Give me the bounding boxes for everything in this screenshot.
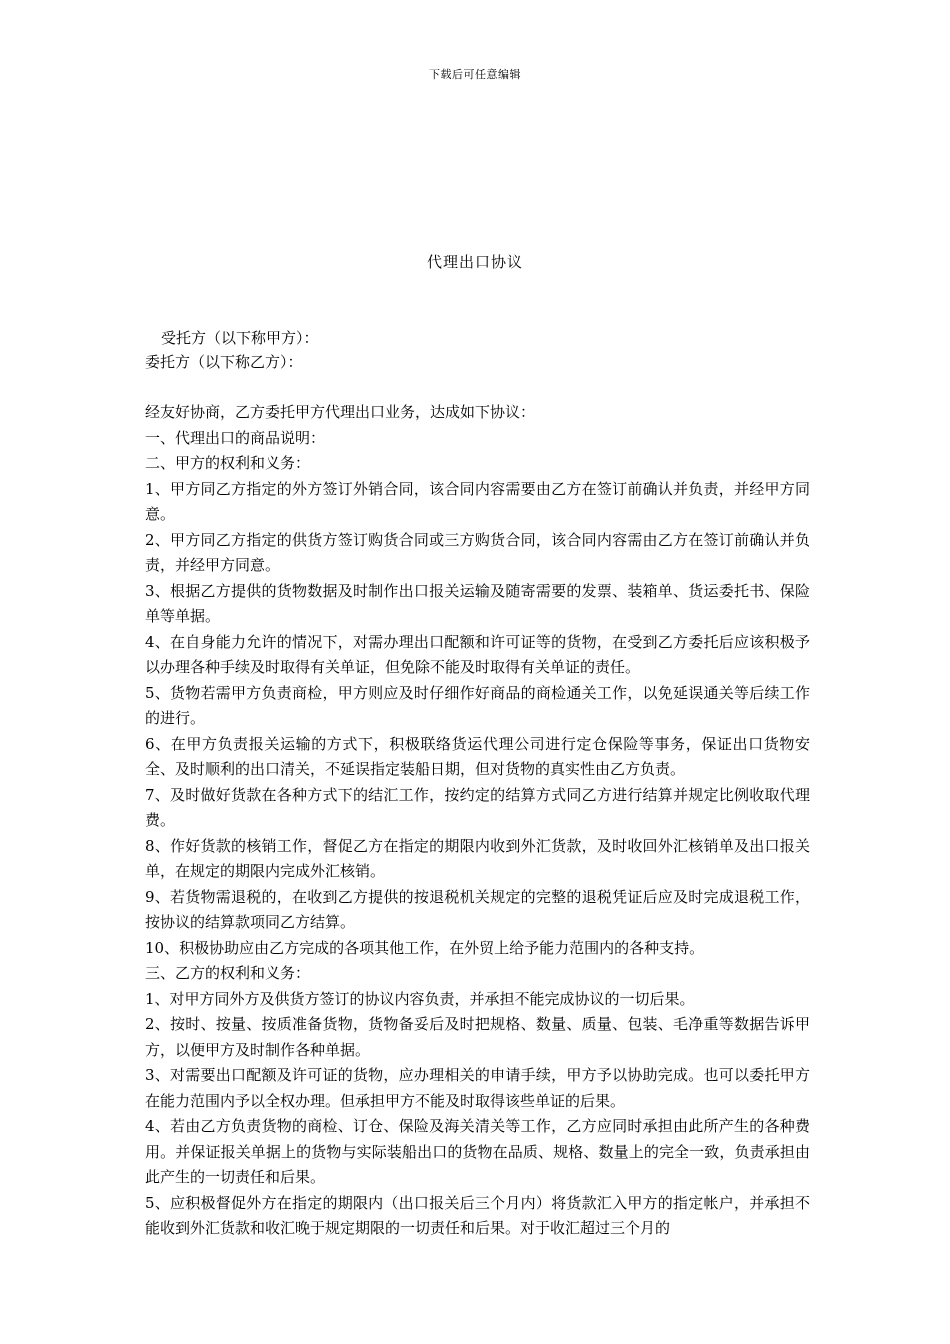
agreement-body — [145, 400, 810, 1242]
party-a-clause-8: 8、作好货款的核销工作，督促乙方在指定的期限内收到外汇货款，及时收回外汇核销单及出口报关单，在规定的期限内完成外汇核销。 — [145, 836, 810, 880]
party-b-clause-3: 3、对需要出口配额及许可证的货物，应办理相关的申请手续，甲方予以协助完成。也可以委托甲方在能力范围内予以全权办理。但承担甲方不能及时取得该些单证的后果。 — [145, 1066, 810, 1110]
party-a-line: 受托方（以下称甲方）： — [161, 329, 319, 347]
section-heading-goods: 一、代理出口的商品说明： — [145, 428, 326, 447]
section-heading-party-b: 三、乙方的权利和义务： — [145, 964, 311, 982]
party-a-clause-7: 7、及时做好货款在各种方式下的结汇工作，按约定的结算方式同乙方进行结算并规定比例收取代理费。 — [145, 785, 810, 829]
party-a-clause-9: 9、若货物需退税的，在收到乙方提供的按退税机关规定的完整的退税凭证后应及时完成退税工作，按协议的结算款项同乙方结算。 — [145, 887, 810, 931]
section-heading-party-a: 二、甲方的权利和义务： — [145, 454, 311, 472]
intro-paragraph: 经友好协商，乙方委托甲方代理出口业务，达成如下协议： — [145, 403, 536, 421]
party-a-clause-1: 1、甲方同乙方指定的外方签订外销合同，该合同内容需要由乙方在签订前确认并负责，并经甲方同意。 — [145, 479, 810, 523]
party-a-clause-3: 3、根据乙方提供的货物数据及时制作出口报关运输及随寄需要的发票、装箱单、货运委托书、保险单等单据。 — [145, 581, 810, 625]
party-a-clause-10: 10、积极协助应由乙方完成的各项其他工作，在外贸上给予能力范围内的各种支持。 — [145, 938, 705, 957]
party-a-clause-5: 5、货物若需甲方负责商检，甲方则应及时仔细作好商品的商检通关工作，以免延误通关等后续工作的进行。 — [145, 683, 810, 727]
party-a-clause-6: 6、在甲方负责报关运输的方式下，积极联络货运代理公司进行定仓保险等事务，保证出口货物安全、及时顺利的出口清关，不延误指定装船日期，但对货物的真实性由乙方负责。 — [145, 734, 810, 778]
party-b-clause-5: 5、应积极督促外方在指定的期限内（出口报关后三个月内）将货款汇入甲方的指定帐户，并承担不能收到外汇货款和收汇晚于规定期限的一切责任和后果。对于收汇超过三个月的 — [145, 1193, 810, 1237]
party-b-clause-2: 2、按时、按量、按质准备货物，货物备妥后及时把规格、数量、质量、包装、毛净重等数据告诉甲方，以便甲方及时制作各种单据。 — [145, 1015, 810, 1059]
header-note: 下载后可任意编辑 — [429, 68, 521, 81]
party-a-clause-2: 2、甲方同乙方指定的供货方签订购货合同或三方购货合同，该合同内容需由乙方在签订前确认并负责，并经甲方同意。 — [145, 530, 810, 574]
party-b-clause-1: 1、对甲方同外方及供货方签订的协议内容负责，并承担不能完成协议的一切后果。 — [145, 989, 695, 1008]
party-a-clause-4: 4、在自身能力允许的情况下，对需办理出口配额和许可证等的货物，在受到乙方委托后应该积极予以办理各种手续及时取得有关单证，但免除不能及时取得有关单证的责任。 — [145, 632, 810, 676]
party-b-clause-4: 4、若由乙方负责货物的商检、订仓、保险及海关清关等工作，乙方应同时承担由此所产生的各种费用。并保证报关单据上的货物与实际装船出口的货物在品质、规格、数量上的完全一致，负责承担由此产生的一切责任和后果。 — [145, 1117, 810, 1186]
document-title: 代理出口协议 — [426, 253, 523, 271]
party-b-line: 委托方（以下称乙方）： — [145, 353, 303, 371]
